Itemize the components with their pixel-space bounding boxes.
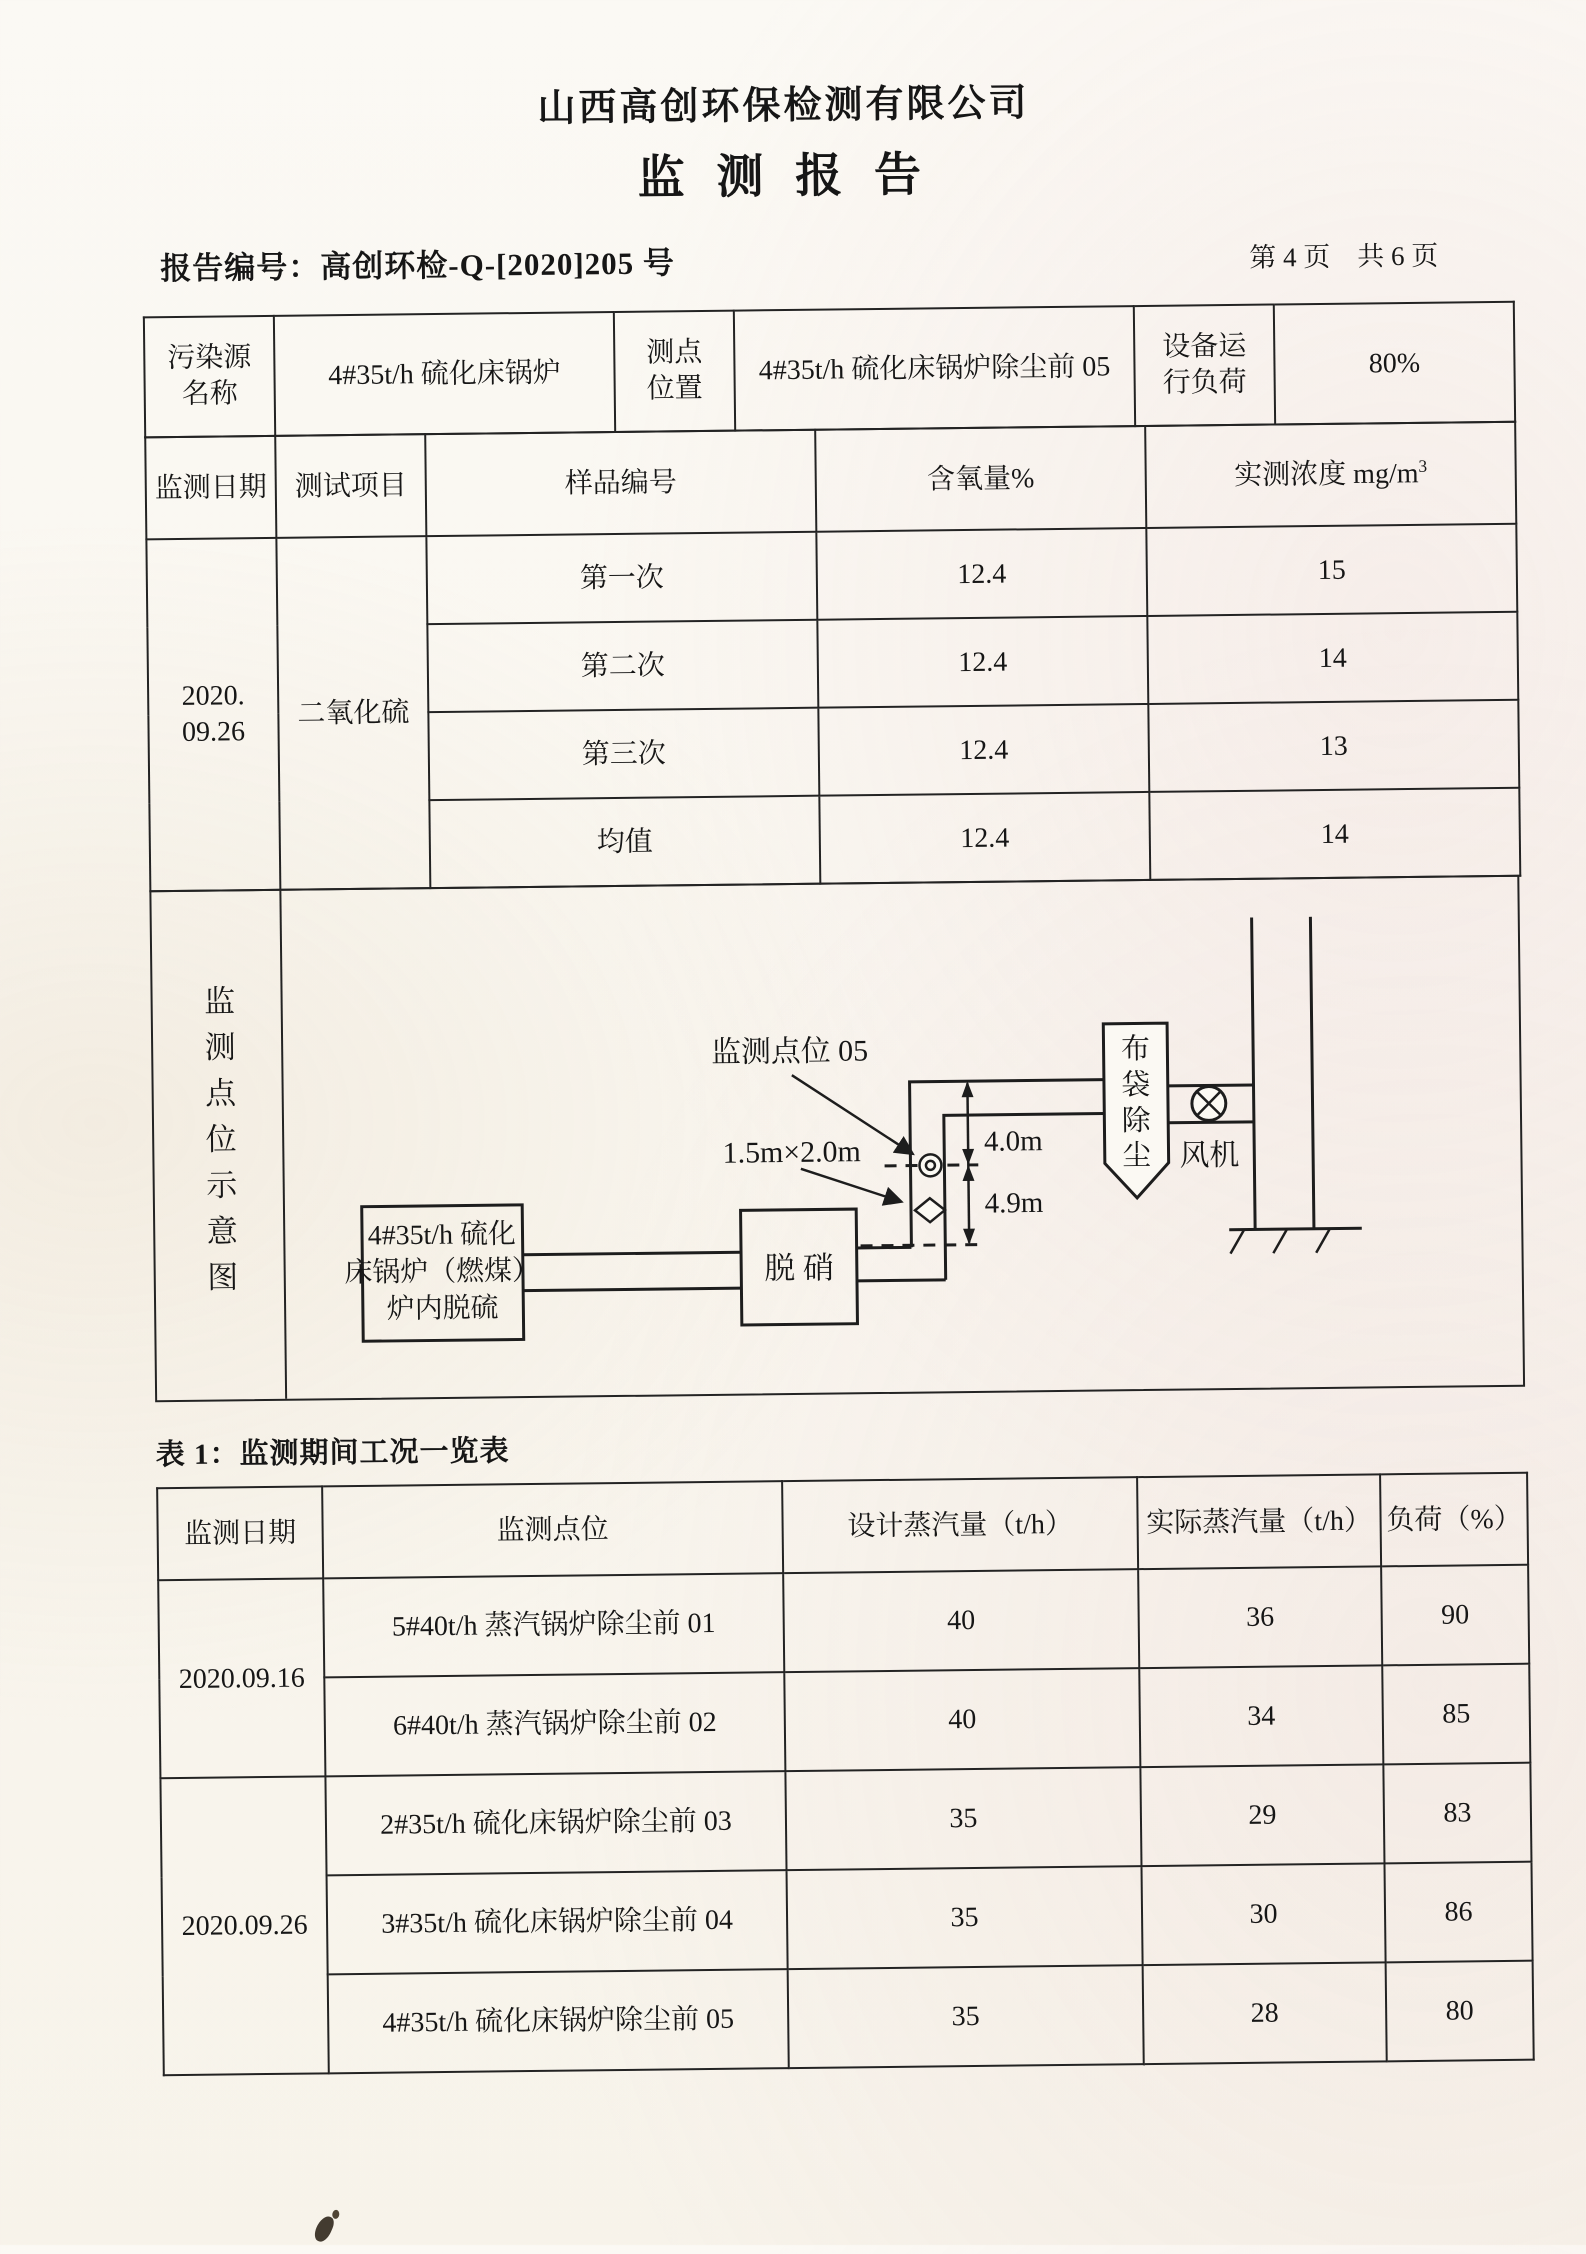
equipment-load-label: 设备运 行负荷 — [1134, 305, 1275, 427]
diagram-side-cell — [151, 891, 287, 1400]
monitor-point-icon — [919, 1154, 941, 1176]
bag-filter-char4: 尘 — [1122, 1139, 1152, 1173]
pollution-source-value: 4#35t/h 硫化床锅炉 — [274, 312, 615, 436]
t1-design: 40 — [783, 1569, 1139, 1672]
ink-smudge — [312, 2214, 336, 2245]
company-name: 山西高创环保检测有限公司 — [537, 82, 1030, 130]
sample-id: 第一次 — [426, 532, 817, 624]
t1-header-load: 负荷（%） — [1380, 1473, 1528, 1567]
concentration-value: 13 — [1148, 700, 1519, 792]
bag-filter-char2: 袋 — [1121, 1069, 1151, 1102]
equipment-load-value: 80% — [1274, 302, 1515, 425]
table-row — [160, 1763, 1531, 1878]
t1-point: 5#40t/h 蒸汽锅炉除尘前 01 — [323, 1573, 784, 1677]
t1-point: 3#35t/h 硫化床锅炉除尘前 04 — [327, 1870, 788, 1974]
table1-title: 表 1：监测期间工况一览表 — [155, 1435, 510, 1472]
dashed-reference-lower — [861, 1245, 984, 1246]
t1-point: 6#40t/h 蒸汽锅炉除尘前 02 — [324, 1672, 785, 1776]
t1-point: 4#35t/h 硫化床锅炉除尘前 05 — [328, 1969, 789, 2073]
report-number: 报告编号：高创环检-Q-[2020]205 号 — [160, 245, 676, 287]
col-header-concentration: 实测浓度 $mg/m^3$ — [1145, 422, 1516, 528]
concentration-value: 14 — [1149, 788, 1520, 880]
page-title: 监 测 报 告 — [637, 149, 932, 205]
t1-load: 86 — [1384, 1862, 1532, 1963]
t1-header-point: 监测点位 — [322, 1481, 783, 1578]
t1-actual: 34 — [1139, 1665, 1383, 1767]
sample-id: 第三次 — [428, 708, 819, 800]
table-row — [146, 524, 1517, 628]
monitoring-date: 2020. 09.26 — [146, 538, 280, 891]
t1-date-group2: 2020.09.26 — [160, 1776, 328, 2075]
boiler-label-line2: 床锅炉（燃煤） — [344, 1255, 540, 1289]
t1-load: 85 — [1382, 1664, 1530, 1765]
table-row — [162, 1862, 1533, 1977]
flow-diagram-svg — [281, 877, 1523, 1399]
bag-filter-char1: 布 — [1120, 1033, 1151, 1066]
pollution-source-label: 污染源 名称 — [144, 316, 275, 437]
measure-point-label: 测点 位置 — [614, 311, 735, 432]
diagram-title: 监测点位示意图 — [198, 984, 238, 1307]
table-row — [159, 1664, 1530, 1779]
dimension-upper-label: 4.0m — [983, 1125, 1043, 1158]
t1-design: 35 — [788, 1965, 1144, 2068]
concentration-value: 15 — [1146, 524, 1517, 616]
sample-port-icon — [915, 1198, 945, 1222]
boiler-label-line3: 炉内脱硫 — [386, 1292, 499, 1326]
oxygen-value: 12.4 — [816, 528, 1147, 620]
denitration-label: 脱 硝 — [764, 1250, 834, 1286]
boiler-duct — [523, 1252, 742, 1290]
boiler-label-line1: 4#35t/h 硫化 — [367, 1218, 516, 1252]
t1-header-date: 监测日期 — [157, 1486, 323, 1580]
diagram-cell — [149, 875, 1525, 1403]
t1-actual: 28 — [1143, 1962, 1387, 2064]
t1-load: 80 — [1386, 1961, 1534, 2062]
duct-size-arrow — [801, 1168, 901, 1203]
t1-date-group1: 2020.09.16 — [158, 1578, 325, 1778]
col-header-oxygen: 含氧量% — [815, 426, 1146, 532]
oxygen-value: 12.4 — [818, 704, 1149, 796]
fan-icon — [1192, 1086, 1226, 1120]
working-conditions-table — [156, 1472, 1535, 2077]
table-row — [163, 1961, 1534, 2076]
monitor-point-label: 监测点位 05 — [710, 1034, 869, 1070]
report-meta-line — [160, 229, 1438, 288]
col-header-date: 监测日期 — [145, 436, 276, 539]
process-flow-diagram — [281, 877, 1523, 1399]
oxygen-value: 12.4 — [819, 792, 1150, 884]
ground-icon — [1229, 1228, 1362, 1253]
chimney-stack — [1252, 917, 1314, 1230]
monitoring-data-table — [144, 421, 1521, 893]
duct-size-label: 1.5m×2.0m — [722, 1135, 861, 1170]
t1-header-actual: 实际蒸汽量（t/h） — [1137, 1474, 1381, 1569]
concentration-value: 14 — [1147, 612, 1518, 704]
t1-actual: 30 — [1141, 1863, 1385, 1965]
fan-label: 风机 — [1179, 1138, 1240, 1173]
oxygen-value: 12.4 — [817, 616, 1148, 708]
sample-id: 均值 — [429, 796, 820, 888]
t1-load: 90 — [1381, 1565, 1529, 1666]
pollution-source-table — [143, 301, 1516, 439]
dimension-lower-label: 4.9m — [984, 1186, 1044, 1220]
sample-id: 第二次 — [427, 620, 818, 712]
t1-actual: 29 — [1140, 1764, 1384, 1866]
t1-design: 35 — [787, 1866, 1143, 1969]
t1-point: 2#35t/h 硫化床锅炉除尘前 03 — [325, 1771, 786, 1875]
page-number: 第 4 页 共 6 页 — [1249, 240, 1439, 273]
t1-actual: 36 — [1138, 1566, 1382, 1668]
lower-duct — [857, 1247, 946, 1281]
t1-design: 40 — [784, 1668, 1140, 1771]
col-header-item: 测试项目 — [275, 434, 426, 538]
t1-load: 83 — [1383, 1763, 1531, 1864]
t1-design: 35 — [785, 1767, 1141, 1870]
table-row — [158, 1565, 1529, 1680]
t1-header-design: 设计蒸汽量（t/h） — [782, 1477, 1138, 1573]
test-item: 二氧化硫 — [276, 536, 430, 890]
col-header-sample: 样品编号 — [425, 430, 816, 536]
bag-filter-char3: 除 — [1121, 1104, 1151, 1138]
measure-point-value: 4#35t/h 硫化床锅炉除尘前 05 — [734, 306, 1135, 431]
